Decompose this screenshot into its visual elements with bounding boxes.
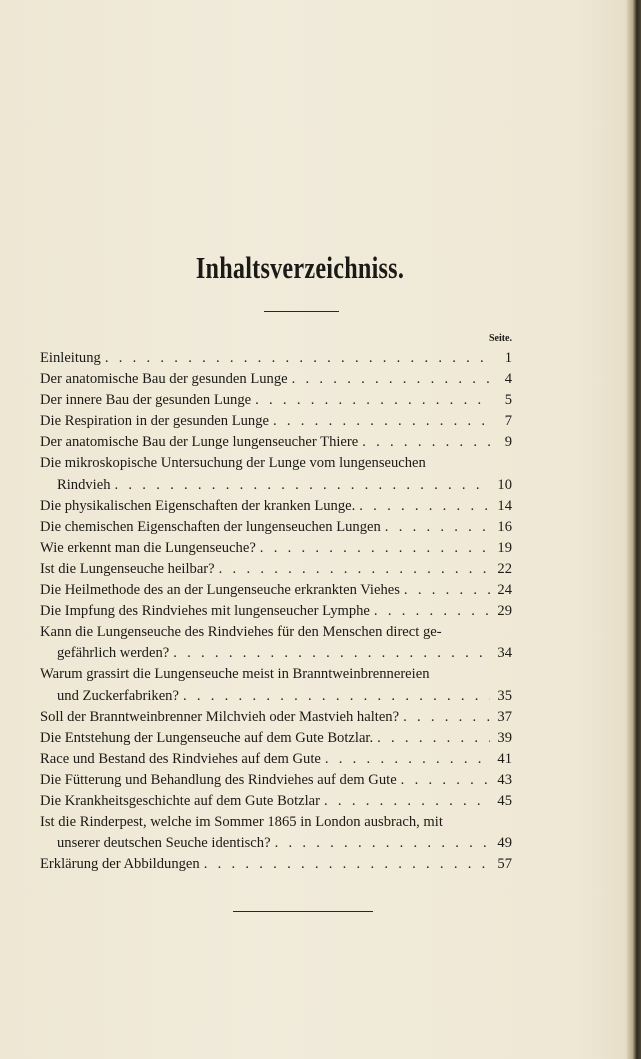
toc-entry-line bbox=[40, 622, 512, 643]
toc-entry-title: Der innere Bau der gesunden Lunge bbox=[40, 392, 252, 409]
toc-entry-title: Rindvieh bbox=[57, 476, 111, 493]
dot-leader bbox=[397, 770, 490, 791]
toc-entry bbox=[40, 517, 512, 538]
toc-entry-line bbox=[40, 496, 512, 517]
toc-entry-line bbox=[40, 601, 512, 622]
toc-entry bbox=[40, 538, 512, 559]
toc-entry-line bbox=[40, 686, 512, 707]
dot-leader bbox=[111, 475, 490, 496]
toc-entry-line bbox=[40, 369, 512, 390]
end-divider bbox=[233, 911, 373, 912]
toc-entry bbox=[40, 390, 512, 411]
toc-entry-line bbox=[40, 812, 512, 833]
toc-page-number: 35 bbox=[497, 687, 512, 704]
toc-page-number: 19 bbox=[497, 539, 512, 556]
dot-leader bbox=[358, 432, 490, 453]
title-divider bbox=[264, 311, 339, 312]
toc-entry-line bbox=[40, 432, 512, 453]
toc-entry-line bbox=[40, 411, 512, 432]
page-column-label: Seite. bbox=[488, 333, 512, 344]
dot-leader bbox=[215, 559, 490, 580]
toc-entry-title: Warum grassirt die Lungenseuche meist in Branntweinbrennereien bbox=[40, 666, 430, 683]
dot-leader bbox=[400, 580, 490, 601]
toc-entry bbox=[40, 854, 512, 875]
toc-entry-title: Soll der Branntweinbrenner Milchvieh oder Mastvieh halten? bbox=[40, 708, 400, 725]
page-edge-shadow bbox=[627, 0, 641, 1059]
dot-leader bbox=[399, 707, 490, 728]
toc-entry bbox=[40, 411, 512, 432]
toc-entry-title: Einleitung bbox=[40, 350, 101, 366]
toc-entry-line bbox=[40, 453, 512, 474]
toc-page-number: 5 bbox=[504, 392, 512, 409]
toc-entry bbox=[40, 580, 512, 601]
toc-entry-title: Ist die Lungenseuche heilbar? bbox=[40, 560, 215, 577]
toc-entry-title: Die physikalischen Eigenschaften der kranken Lunge. bbox=[40, 497, 356, 514]
toc-page-number: 41 bbox=[497, 750, 512, 767]
toc-entry-line bbox=[40, 517, 512, 538]
toc-entry-line bbox=[40, 707, 512, 728]
toc-entry-title: Erklärung der Abbildungen bbox=[40, 856, 200, 873]
toc-entry-line bbox=[40, 749, 512, 770]
dot-leader bbox=[321, 749, 490, 770]
toc-entry bbox=[40, 369, 512, 390]
toc-page-number: 16 bbox=[497, 518, 512, 535]
toc-entry-title: Die mikroskopische Untersuchung der Lunge vom lungenseuchen bbox=[40, 455, 426, 472]
toc-page-number: 29 bbox=[497, 603, 512, 620]
toc-entry bbox=[40, 559, 512, 580]
dot-leader bbox=[381, 517, 490, 538]
toc-entry bbox=[40, 453, 512, 495]
toc-entry-title: Der anatomische Bau der Lunge lungenseucher Thiere bbox=[40, 434, 359, 451]
toc-page-number: 39 bbox=[497, 729, 512, 746]
toc-entry bbox=[40, 791, 512, 812]
toc-page-number: 24 bbox=[497, 582, 512, 599]
toc-page-number: 7 bbox=[504, 413, 512, 430]
toc-entry-title: Die Entstehung der Lungenseuche auf dem Gute Botzlar. bbox=[40, 729, 374, 746]
toc-page-number: 57 bbox=[497, 856, 512, 873]
dot-leader bbox=[320, 791, 490, 812]
toc-entry-line bbox=[40, 390, 512, 411]
toc-entry-line bbox=[40, 475, 512, 496]
toc-page-number: 37 bbox=[497, 708, 512, 725]
table-of-contents bbox=[40, 330, 512, 875]
toc-entry-line bbox=[40, 770, 512, 791]
toc-entry-title: gefährlich werden? bbox=[57, 645, 170, 662]
dot-leader bbox=[355, 496, 490, 517]
toc-page-number: 1 bbox=[504, 350, 512, 366]
dot-leader bbox=[373, 728, 490, 749]
toc-page-number: 4 bbox=[504, 371, 512, 388]
toc-entry bbox=[40, 749, 512, 770]
toc-entry bbox=[40, 601, 512, 622]
dot-leader bbox=[179, 686, 490, 707]
toc-page-number: 10 bbox=[497, 476, 512, 493]
toc-entry-line bbox=[40, 580, 512, 601]
toc-entry-title: unserer deutschen Seuche identisch? bbox=[57, 835, 271, 852]
toc-entry-title: Die Fütterung und Behandlung des Rindviehes auf dem Gute bbox=[40, 771, 397, 788]
toc-page-number: 22 bbox=[497, 560, 512, 577]
toc-entry-line bbox=[40, 728, 512, 749]
page-title: Inhaltsverzeichniss. bbox=[195, 250, 405, 285]
toc-entry-title: Kann die Lungenseuche des Rindviehes für den Menschen direct ge- bbox=[40, 624, 442, 641]
dot-leader bbox=[288, 369, 490, 390]
toc-entry bbox=[40, 432, 512, 453]
dot-leader bbox=[269, 411, 490, 432]
toc-page-number: 43 bbox=[497, 771, 512, 788]
dot-leader bbox=[370, 601, 490, 622]
toc-entry bbox=[40, 707, 512, 728]
toc-entry-line bbox=[40, 833, 512, 854]
toc-entry-title: Die Krankheitsgeschichte auf dem Gute Botzlar bbox=[40, 792, 321, 809]
toc-entry-title: Die Heilmethode des an der Lungenseuche erkrankten Viehes bbox=[40, 582, 400, 599]
toc-page-number: 45 bbox=[497, 792, 512, 809]
toc-entry-title: Ist die Rinderpest, welche im Sommer 1865 in London ausbrach, mit bbox=[40, 814, 443, 831]
dot-leader bbox=[200, 854, 490, 875]
toc-entry bbox=[40, 812, 512, 854]
toc-entry-title: Wie erkennt man die Lungenseuche? bbox=[40, 539, 256, 556]
toc-entry bbox=[40, 496, 512, 517]
toc-entry bbox=[40, 622, 512, 664]
toc-entry-line bbox=[40, 643, 512, 664]
toc-entry-title: Die Respiration in der gesunden Lunge bbox=[40, 413, 269, 430]
dot-leader bbox=[256, 538, 490, 559]
toc-entry-title: Der anatomische Bau der gesunden Lunge bbox=[40, 371, 288, 388]
toc-entry-title: Die chemischen Eigenschaften der lungenseuchen Lungen bbox=[40, 518, 381, 535]
dot-leader bbox=[101, 348, 490, 369]
toc-entry-title: und Zuckerfabriken? bbox=[57, 687, 179, 704]
toc-entry bbox=[40, 348, 512, 369]
toc-entry-line bbox=[40, 348, 512, 369]
toc-page-number: 14 bbox=[497, 497, 512, 514]
toc-page-number: 34 bbox=[497, 645, 512, 662]
dot-leader bbox=[271, 833, 490, 854]
dot-leader bbox=[169, 643, 490, 664]
toc-page-number: 9 bbox=[504, 434, 512, 451]
toc-entry bbox=[40, 664, 512, 706]
toc-entry-line bbox=[40, 791, 512, 812]
dot-leader bbox=[251, 390, 490, 411]
toc-page-number: 49 bbox=[497, 835, 512, 852]
toc-entries bbox=[40, 348, 512, 875]
toc-entry-line bbox=[40, 664, 512, 685]
toc-entry-line bbox=[40, 854, 512, 875]
toc-entry-line bbox=[40, 538, 512, 559]
toc-entry bbox=[40, 770, 512, 791]
toc-entry-title: Race und Bestand des Rindviehes auf dem Gute bbox=[40, 750, 321, 767]
toc-entry-line bbox=[40, 559, 512, 580]
toc-entry bbox=[40, 728, 512, 749]
toc-entry-title: Die Impfung des Rindviehes mit lungenseucher Lymphe bbox=[40, 603, 370, 620]
